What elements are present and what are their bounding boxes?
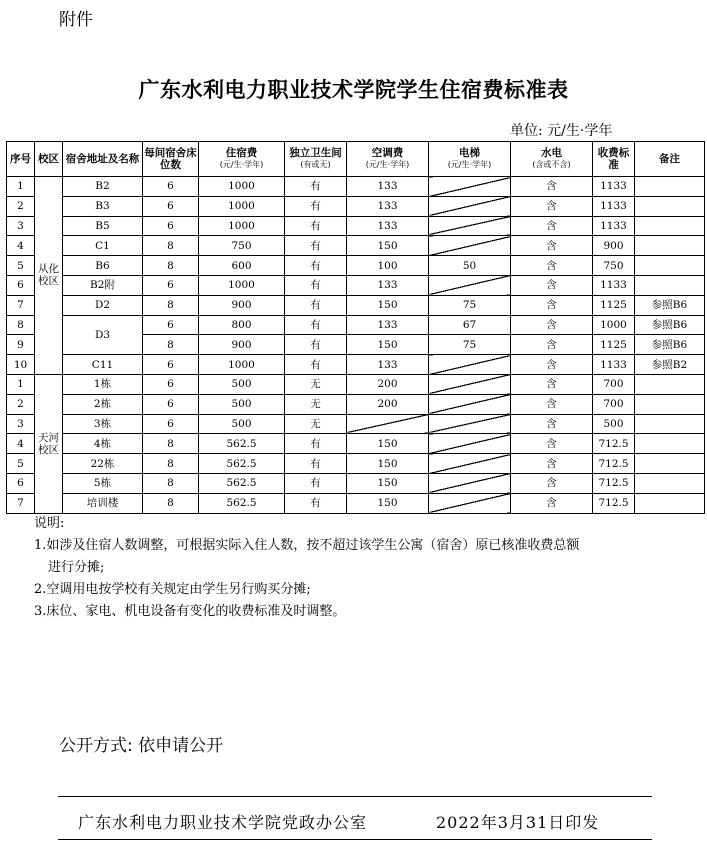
cell-utility: 含 [511, 355, 593, 375]
cell-beds: 8 [143, 335, 199, 355]
cell-seq: 1 [7, 177, 35, 197]
attachment-label: 附件 [59, 10, 93, 30]
table-row [7, 355, 705, 375]
cell-remark [635, 473, 705, 493]
cell-seq: 9 [7, 335, 35, 355]
cell-beds: 6 [143, 196, 199, 216]
cell-ac: 100 [347, 256, 429, 276]
cell-utility: 含 [511, 275, 593, 295]
cell-elevator: 75 [429, 295, 511, 315]
cell-utility: 含 [511, 196, 593, 216]
cell-beds: 8 [143, 236, 199, 256]
cell-ac: 150 [347, 454, 429, 474]
cell-utility: 含 [511, 434, 593, 454]
cell-utility: 含 [511, 295, 593, 315]
cell-elevator-empty [429, 196, 511, 216]
cell-fee: 750 [199, 236, 285, 256]
cell-beds: 6 [143, 374, 199, 394]
cell-remark [635, 434, 705, 454]
table-row [7, 295, 705, 315]
cell-beds: 6 [143, 414, 199, 434]
cell-fee: 500 [199, 394, 285, 414]
cell-utility: 含 [511, 256, 593, 276]
header-elevator-label: 电梯 [459, 147, 480, 159]
header-utility-label: 水电 [541, 147, 562, 159]
cell-seq: 6 [7, 275, 35, 295]
cell-ac: 150 [347, 295, 429, 315]
header-bath [285, 142, 347, 177]
cell-beds: 8 [143, 295, 199, 315]
cell-utility: 含 [511, 454, 593, 474]
footer-bottom-rule [58, 839, 652, 840]
cell-elevator-empty [429, 374, 511, 394]
cell-elevator-empty [429, 216, 511, 236]
disclosure-method: 公开方式: 依申请公开 [59, 736, 224, 756]
cell-total: 1125 [593, 335, 635, 355]
cell-dorm: 2栋 [63, 394, 143, 414]
table-row [7, 434, 705, 454]
cell-seq: 3 [7, 414, 35, 434]
cell-total: 700 [593, 374, 635, 394]
cell-utility: 含 [511, 473, 593, 493]
header-dorm: 宿舍地址及名称 [63, 142, 143, 177]
cell-fee: 1000 [199, 275, 285, 295]
cell-dorm: D3 [63, 315, 143, 355]
cell-fee: 562.5 [199, 434, 285, 454]
cell-beds: 8 [143, 473, 199, 493]
cell-total: 1133 [593, 177, 635, 197]
cell-bath: 无 [285, 394, 347, 414]
cell-seq: 3 [7, 216, 35, 236]
cell-remark [635, 256, 705, 276]
header-beds: 每间宿舍床位数 [143, 142, 199, 177]
cell-bath: 有 [285, 473, 347, 493]
cell-seq: 8 [7, 315, 35, 335]
cell-ac: 133 [347, 355, 429, 375]
cell-elevator-empty [429, 414, 511, 434]
cell-utility: 含 [511, 177, 593, 197]
cell-bath: 有 [285, 216, 347, 236]
header-elevator-unit: (元/生·学年) [447, 160, 492, 169]
header-fee [199, 142, 285, 177]
cell-remark [635, 394, 705, 414]
table-row [7, 315, 705, 335]
cell-elevator-empty [429, 355, 511, 375]
cell-remark [635, 374, 705, 394]
cell-elevator-empty [429, 434, 511, 454]
table-row [7, 256, 705, 276]
table-row [7, 414, 705, 434]
table-row [7, 236, 705, 256]
cell-dorm: 4栋 [63, 434, 143, 454]
cell-dorm: 1栋 [63, 374, 143, 394]
campus-tianhe: 天河校区 [35, 374, 63, 513]
cell-bath: 有 [285, 355, 347, 375]
cell-fee: 500 [199, 374, 285, 394]
footer-issue-date: 2022年3月31日印发 [436, 813, 600, 832]
table-row [7, 394, 705, 414]
header-seq: 序号 [7, 142, 35, 177]
cell-elevator: 75 [429, 335, 511, 355]
header-remark: 备注 [635, 142, 705, 177]
cell-total: 1133 [593, 216, 635, 236]
header-ac-label: 空调费 [371, 147, 404, 159]
cell-bath: 有 [285, 177, 347, 197]
cell-remark [635, 177, 705, 197]
cell-beds: 8 [143, 454, 199, 474]
cell-bath: 无 [285, 374, 347, 394]
table-row [7, 177, 705, 197]
cell-beds: 6 [143, 275, 199, 295]
cell-fee: 900 [199, 335, 285, 355]
table-row [7, 493, 705, 513]
cell-seq: 10 [7, 355, 35, 375]
cell-bath: 有 [285, 434, 347, 454]
cell-ac: 200 [347, 394, 429, 414]
cell-elevator-empty [429, 177, 511, 197]
cell-dorm: C1 [63, 236, 143, 256]
cell-bath: 有 [285, 315, 347, 335]
header-fee-unit: (元/生·学年) [219, 160, 264, 169]
fee-table [6, 141, 705, 514]
cell-utility: 含 [511, 335, 593, 355]
cell-dorm: B2附 [63, 275, 143, 295]
cell-fee: 562.5 [199, 493, 285, 513]
cell-total: 1133 [593, 355, 635, 375]
cell-beds: 6 [143, 394, 199, 414]
cell-beds: 6 [143, 216, 199, 236]
cell-dorm: D2 [63, 295, 143, 315]
cell-elevator-empty [429, 454, 511, 474]
footer-issuer: 广东水利电力职业技术学院党政办公室 [78, 813, 368, 832]
cell-seq: 7 [7, 295, 35, 315]
cell-ac: 133 [347, 177, 429, 197]
table-row [7, 216, 705, 236]
header-ac-unit: (元/生·学年) [365, 160, 410, 169]
cell-total: 1000 [593, 315, 635, 335]
footer-top-rule [58, 796, 652, 797]
header-campus: 校区 [35, 142, 63, 177]
cell-seq: 2 [7, 196, 35, 216]
cell-utility: 含 [511, 236, 593, 256]
cell-dorm: 5栋 [63, 473, 143, 493]
cell-dorm: 3栋 [63, 414, 143, 434]
cell-fee: 500 [199, 414, 285, 434]
cell-beds: 6 [143, 315, 199, 335]
cell-utility: 含 [511, 374, 593, 394]
cell-bath: 有 [285, 335, 347, 355]
cell-bath: 有 [285, 236, 347, 256]
cell-remark: 参照B2 [635, 355, 705, 375]
cell-bath: 有 [285, 295, 347, 315]
cell-total: 1133 [593, 196, 635, 216]
header-utility [511, 142, 593, 177]
cell-total: 1133 [593, 275, 635, 295]
cell-seq: 1 [7, 374, 35, 394]
cell-dorm: 22栋 [63, 454, 143, 474]
cell-fee: 1000 [199, 177, 285, 197]
cell-elevator-empty [429, 275, 511, 295]
header-ac [347, 142, 429, 177]
cell-fee: 1000 [199, 355, 285, 375]
cell-remark [635, 216, 705, 236]
cell-beds: 8 [143, 493, 199, 513]
cell-total: 712.5 [593, 473, 635, 493]
header-total: 收费标准 [593, 142, 635, 177]
table-row [7, 374, 705, 394]
cell-ac: 150 [347, 473, 429, 493]
cell-total: 700 [593, 394, 635, 414]
cell-seq: 4 [7, 236, 35, 256]
cell-ac: 150 [347, 236, 429, 256]
cell-ac: 133 [347, 216, 429, 236]
cell-bath: 有 [285, 256, 347, 276]
table-header-row [7, 142, 705, 177]
cell-seq: 5 [7, 256, 35, 276]
cell-fee: 600 [199, 256, 285, 276]
cell-fee: 1000 [199, 216, 285, 236]
cell-elevator: 67 [429, 315, 511, 335]
header-fee-label: 住宿费 [225, 147, 258, 159]
cell-ac: 150 [347, 493, 429, 513]
cell-total: 500 [593, 414, 635, 434]
note-item-1: 1.如涉及住宿人数调整，可根据实际入住人数，按不超过该学生公寓（宿舍）原已核准收费总额 [34, 538, 580, 553]
table-row [7, 473, 705, 493]
table-row [7, 454, 705, 474]
cell-remark: 参照B6 [635, 315, 705, 335]
note-item-1-continued: 进行分摊; [48, 560, 105, 575]
cell-seq: 4 [7, 434, 35, 454]
table-row [7, 196, 705, 216]
cell-remark [635, 454, 705, 474]
cell-ac-empty [347, 414, 429, 434]
cell-seq: 7 [7, 493, 35, 513]
cell-total: 900 [593, 236, 635, 256]
cell-fee: 1000 [199, 196, 285, 216]
page-title: 广东水利电力职业技术学院学生住宿费标准表 [138, 78, 569, 102]
cell-fee: 800 [199, 315, 285, 335]
cell-seq: 5 [7, 454, 35, 474]
cell-bath: 无 [285, 414, 347, 434]
notes-section [34, 513, 579, 623]
cell-bath: 有 [285, 454, 347, 474]
cell-total: 712.5 [593, 493, 635, 513]
header-bath-unit: (有或无) [300, 160, 331, 169]
cell-dorm: B2 [63, 177, 143, 197]
cell-remark [635, 275, 705, 295]
table-row [7, 275, 705, 295]
cell-dorm: C11 [63, 355, 143, 375]
cell-beds: 6 [143, 355, 199, 375]
cell-remark [635, 236, 705, 256]
cell-elevator-empty [429, 236, 511, 256]
cell-utility: 含 [511, 394, 593, 414]
cell-utility: 含 [511, 414, 593, 434]
cell-remark: 参照B6 [635, 335, 705, 355]
header-elevator [429, 142, 511, 177]
unit-label: 单位: 元/生·学年 [510, 123, 613, 139]
cell-ac: 150 [347, 434, 429, 454]
cell-beds: 8 [143, 434, 199, 454]
cell-remark [635, 493, 705, 513]
header-bath-label: 独立卫生间 [289, 147, 342, 159]
note-item-3: 3.床位、家电、机电设备有变化的收费标准及时调整。 [34, 604, 346, 619]
header-utility-unit: (含或不含) [532, 160, 571, 169]
cell-ac: 133 [347, 275, 429, 295]
cell-dorm: 培训楼 [63, 493, 143, 513]
cell-seq: 6 [7, 473, 35, 493]
campus-conghua: 从化校区 [35, 177, 63, 375]
cell-fee: 900 [199, 295, 285, 315]
cell-ac: 150 [347, 335, 429, 355]
cell-bath: 有 [285, 493, 347, 513]
cell-total: 750 [593, 256, 635, 276]
notes-heading: 说明: [34, 516, 65, 531]
cell-total: 712.5 [593, 454, 635, 474]
cell-ac: 133 [347, 196, 429, 216]
cell-fee: 562.5 [199, 454, 285, 474]
cell-dorm: B5 [63, 216, 143, 236]
cell-total: 712.5 [593, 434, 635, 454]
cell-ac: 200 [347, 374, 429, 394]
cell-fee: 562.5 [199, 473, 285, 493]
cell-beds: 8 [143, 256, 199, 276]
cell-seq: 2 [7, 394, 35, 414]
cell-total: 1125 [593, 295, 635, 315]
cell-beds: 6 [143, 177, 199, 197]
cell-elevator: 50 [429, 256, 511, 276]
cell-dorm: B6 [63, 256, 143, 276]
cell-utility: 含 [511, 216, 593, 236]
cell-utility: 含 [511, 315, 593, 335]
cell-elevator-empty [429, 493, 511, 513]
cell-dorm: B3 [63, 196, 143, 216]
cell-bath: 有 [285, 196, 347, 216]
cell-remark: 参照B6 [635, 295, 705, 315]
cell-utility: 含 [511, 493, 593, 513]
note-item-2: 2.空调用电按学校有关规定由学生另行购买分摊; [34, 582, 311, 597]
cell-remark [635, 196, 705, 216]
cell-bath: 有 [285, 275, 347, 295]
cell-ac: 133 [347, 315, 429, 335]
cell-remark [635, 414, 705, 434]
cell-elevator-empty [429, 394, 511, 414]
cell-elevator-empty [429, 473, 511, 493]
